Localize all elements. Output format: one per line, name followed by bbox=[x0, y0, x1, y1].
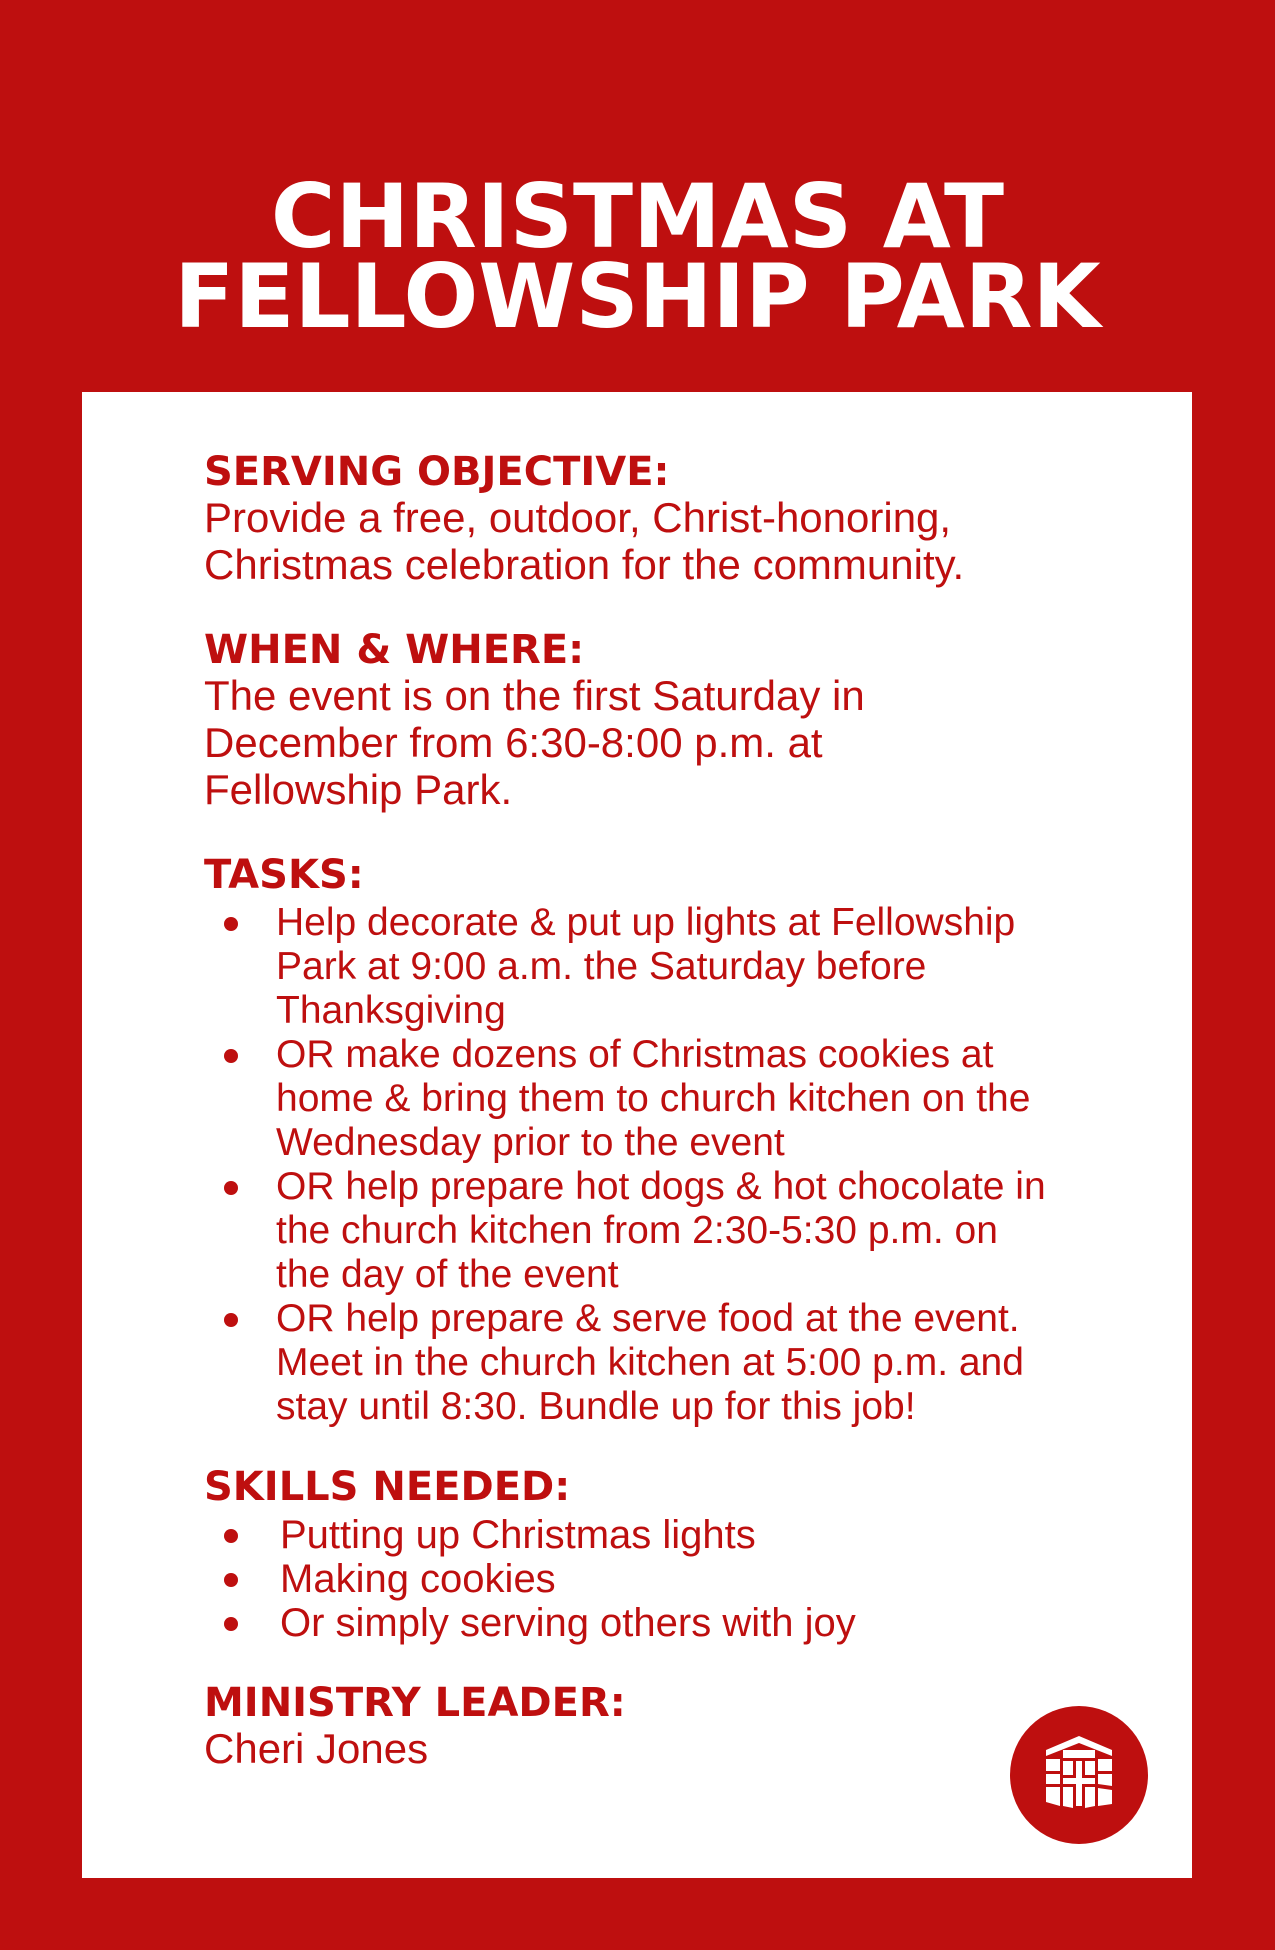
when-where-line-1: The event is on the first Saturday in bbox=[204, 672, 865, 719]
ministry-leader-name: Cheri Jones bbox=[204, 1725, 429, 1772]
skill-item-3: Or simply serving others with joy bbox=[204, 1601, 1124, 1645]
task-item-2-line-2: home & bring them to church kitchen on the bbox=[276, 1077, 1031, 1120]
task-item-1-line-1: Help decorate & put up lights at Fellowship bbox=[276, 901, 1016, 944]
title-line-1: CHRISTMAS AT bbox=[270, 164, 1005, 268]
church-logo-icon bbox=[1010, 1706, 1148, 1844]
info-card bbox=[82, 392, 1192, 1878]
when-where-line-2: December from 6:30-8:00 p.m. at bbox=[204, 719, 823, 766]
task-item-2-line-3: Wednesday prior to the event bbox=[276, 1121, 785, 1164]
task-item-1 bbox=[204, 901, 1124, 1033]
skills-list bbox=[204, 1513, 1124, 1645]
serving-objective-section bbox=[204, 450, 1124, 588]
serving-objective-text bbox=[204, 494, 1124, 588]
skills-heading: SKILLS NEEDED: bbox=[204, 1464, 571, 1510]
skill-item-2: Making cookies bbox=[204, 1557, 1124, 1601]
tasks-section bbox=[204, 853, 1124, 1429]
when-where-line-3: Fellowship Park. bbox=[204, 766, 513, 813]
task-item-3-line-1: OR help prepare hot dogs & hot chocolate in bbox=[276, 1165, 1046, 1208]
title-line-2: FELLOWSHIP PARK bbox=[174, 244, 1101, 348]
skill-item-1: Putting up Christmas lights bbox=[204, 1513, 1124, 1557]
task-item-2 bbox=[204, 1033, 1124, 1165]
when-where-section bbox=[204, 628, 1124, 813]
task-item-4 bbox=[204, 1297, 1124, 1429]
when-where-heading: WHEN & WHERE: bbox=[204, 627, 585, 673]
skills-section bbox=[204, 1465, 1124, 1645]
task-item-4-line-2: Meet in the church kitchen at 5:00 p.m. and bbox=[276, 1341, 1024, 1384]
serving-objective-heading: SERVING OBJECTIVE: bbox=[204, 449, 670, 495]
ministry-leader-section bbox=[204, 1681, 1124, 1772]
serving-objective-line-2: Christmas celebration for the community. bbox=[204, 541, 965, 588]
church-logo-graphic bbox=[1010, 1706, 1148, 1844]
task-item-3 bbox=[204, 1165, 1124, 1297]
ministry-leader-heading: MINISTRY LEADER: bbox=[204, 1680, 626, 1726]
page-title bbox=[0, 164, 1275, 348]
task-item-2-line-1: OR make dozens of Christmas cookies at bbox=[276, 1033, 994, 1076]
task-item-3-line-2: the church kitchen from 2:30-5:30 p.m. on bbox=[276, 1209, 998, 1252]
task-item-4-line-3: stay until 8:30. Bundle up for this job! bbox=[276, 1385, 916, 1428]
task-item-1-line-2: Park at 9:00 a.m. the Saturday before bbox=[276, 945, 927, 988]
task-item-3-line-3: the day of the event bbox=[276, 1253, 619, 1296]
card-content bbox=[204, 450, 1124, 1772]
tasks-heading: TASKS: bbox=[204, 852, 364, 898]
when-where-text bbox=[204, 672, 1124, 813]
tasks-list bbox=[204, 901, 1124, 1429]
serving-objective-line-1: Provide a free, outdoor, Christ-honoring, bbox=[204, 494, 952, 541]
task-item-4-line-1: OR help prepare & serve food at the event. bbox=[276, 1297, 1020, 1340]
task-item-1-line-3: Thanksgiving bbox=[276, 989, 506, 1032]
